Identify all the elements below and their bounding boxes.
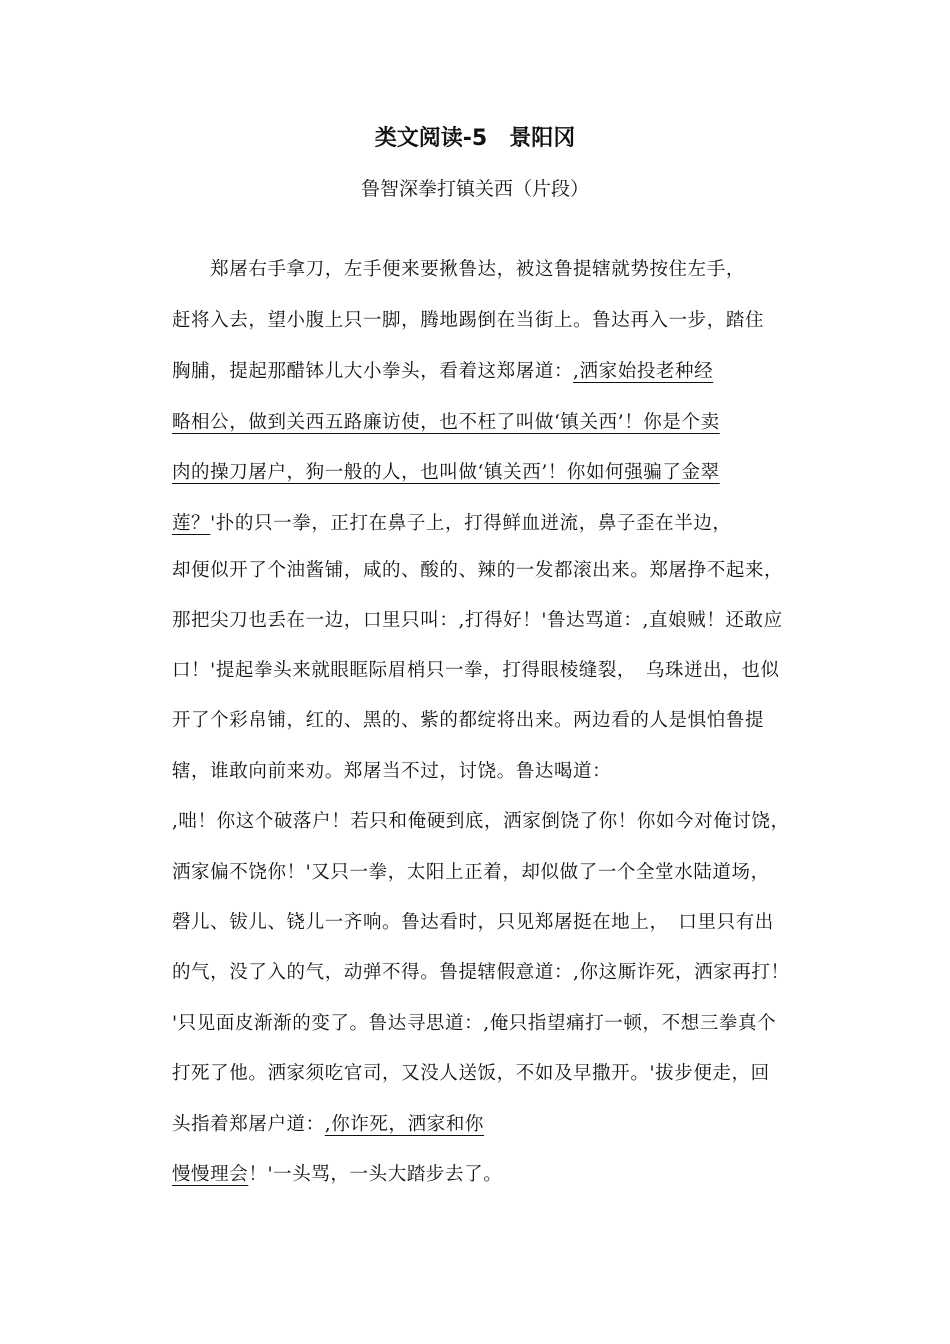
text-span: 辖，谁敢向前来劝。郑屠当不过，讨饶。鲁达喝道： <box>171 761 612 782</box>
text-span: ,咄！你这个破落户！若只和俺硬到底，洒家倒饶了你！你如今对俺讨饶， <box>171 811 790 832</box>
text-span: '扑的只一拳，正打在鼻子上，打得鲜血迸流，鼻子歪在半边， <box>210 513 732 534</box>
underlined-text-span: ,洒家始投老种经 <box>573 361 714 382</box>
text-span: 胸脯，提起那醋钵儿大小拳头，看着这郑屠道： <box>171 361 574 382</box>
text-span: 磬儿、钹儿、铙儿一齐响。鲁达看时，只见郑屠挺在地上， 口里只有出 <box>171 912 774 933</box>
text-span: 郑屠右手拿刀，左手便来要揪鲁达，被这鲁提辖就势按住左手， <box>171 259 745 280</box>
text-span: 头指着郑屠户道： <box>171 1114 325 1135</box>
text-span: 的气，没了入的气，动弹不得。鲁提辖假意道：,你这厮诈死，洒家再打！ <box>171 962 790 983</box>
text-span: 却便似开了个油酱铺，咸的、酸的、辣的一发都滚出来。郑屠挣不起来， <box>171 560 784 581</box>
text-span: 那把尖刀也丢在一边，口里只叫：,打得好！'鲁达骂道：,直娘贼！还敢应 <box>171 610 783 631</box>
underlined-text-span: 略相公，做到关西五路廉访使，也不枉了叫做‘镇关西’！你是个卖 <box>171 412 720 433</box>
page-title: 类文阅读-5 景阳冈 <box>374 126 576 151</box>
passage-line <box>146 1130 502 1220</box>
passage-subtitle: 鲁智深拳打镇关西（片段） <box>360 178 589 200</box>
underlined-text-span: ,你诈死，洒家和你 <box>324 1114 485 1135</box>
text-span: 洒家偏不饶你！'又只一拳，太阳上正着，却似做了一个全堂水陆道场， <box>171 862 770 883</box>
underlined-text-span: 肉的操刀屠户，狗一般的人，也叫做‘镇关西’！你如何强骗了金翠 <box>171 462 720 483</box>
underlined-text-span: 莲？ <box>171 513 211 534</box>
text-span: 口！'提起拳头来就眼眶际眉梢只一拳，打得眼棱缝裂， 乌珠迸出，也似 <box>171 660 780 681</box>
text-span: ！'一头骂，一头大踏步去了。 <box>248 1164 503 1185</box>
text-span: 赶将入去，望小腹上只一脚，腾地踢倒在当街上。鲁达再入一步，踏住 <box>171 310 765 331</box>
text-span: 开了个彩帛铺，红的、黑的、紫的都绽将出来。两边看的人是惧怕鲁提 <box>171 710 765 731</box>
text-span: 打死了他。洒家须吃官司，又没人送饭，不如及早撒开。'拔步便走，回 <box>171 1063 770 1084</box>
underlined-text-span: 慢慢理会 <box>171 1164 249 1185</box>
text-span: '只见面皮渐渐的变了。鲁达寻思道：,俺只指望痛打一顿，不想三拳真个 <box>171 1013 777 1034</box>
